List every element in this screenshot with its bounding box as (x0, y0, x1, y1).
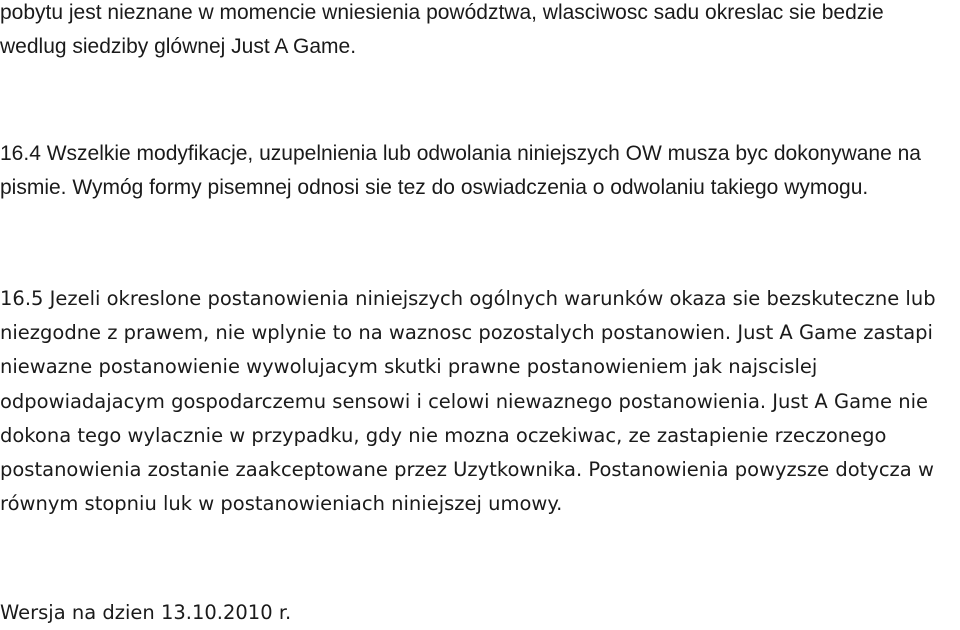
text-line: 16.4 Wszelkie modyfikacje, uzupelnienia lub odwolania niniejszych OW musza byc dokonywane na (0, 142, 921, 165)
version-date-text: Wersja na dzien 13.10.2010 r. (0, 601, 292, 624)
text-line: równym stopniu luk w postanowieniach niniejszej umowy. (0, 492, 563, 516)
paragraph-16-5 (0, 282, 936, 521)
text-line: pobytu jest nieznane w momencie wniesienia powództwa, wlasciwosc sadu okreslac sie bedzie (0, 1, 884, 24)
paragraph-16-4 (0, 137, 921, 205)
text-line: wedlug siedziby glównej Just A Game. (0, 35, 357, 58)
text-line: niewazne postanowienie wywolujacym skutki prawne postanowieniem jak najscislej (0, 355, 818, 379)
text-line: odpowiadajacym gospodarczemu sensowi i celowi niewaznego postanowienia. Just A Game nie (0, 389, 928, 413)
text-line: postanowienia zostanie zaakceptowane przez Uzytkownika. Postanowienia powyzsze dotycza w (0, 458, 934, 482)
paragraph-jurisdiction (0, 0, 884, 64)
text-line: niezgodne z prawem, nie wplynie to na waznosc pozostalych postanowien. Just A Game zastapi (0, 321, 933, 345)
text-line: pismie. Wymóg formy pisemnej odnosi sie tez do oswiadczenia o odwolaniu takiego wymogu. (0, 176, 869, 199)
text-line: 16.5 Jezeli okreslone postanowienia niniejszych ogólnych warunków okaza sie bezskuteczne lub (0, 287, 936, 310)
version-date (0, 596, 291, 630)
text-line: dokona tego wylacznie w przypadku, gdy nie mozna oczekiwac, ze zastapienie rzeczonego (0, 423, 887, 447)
